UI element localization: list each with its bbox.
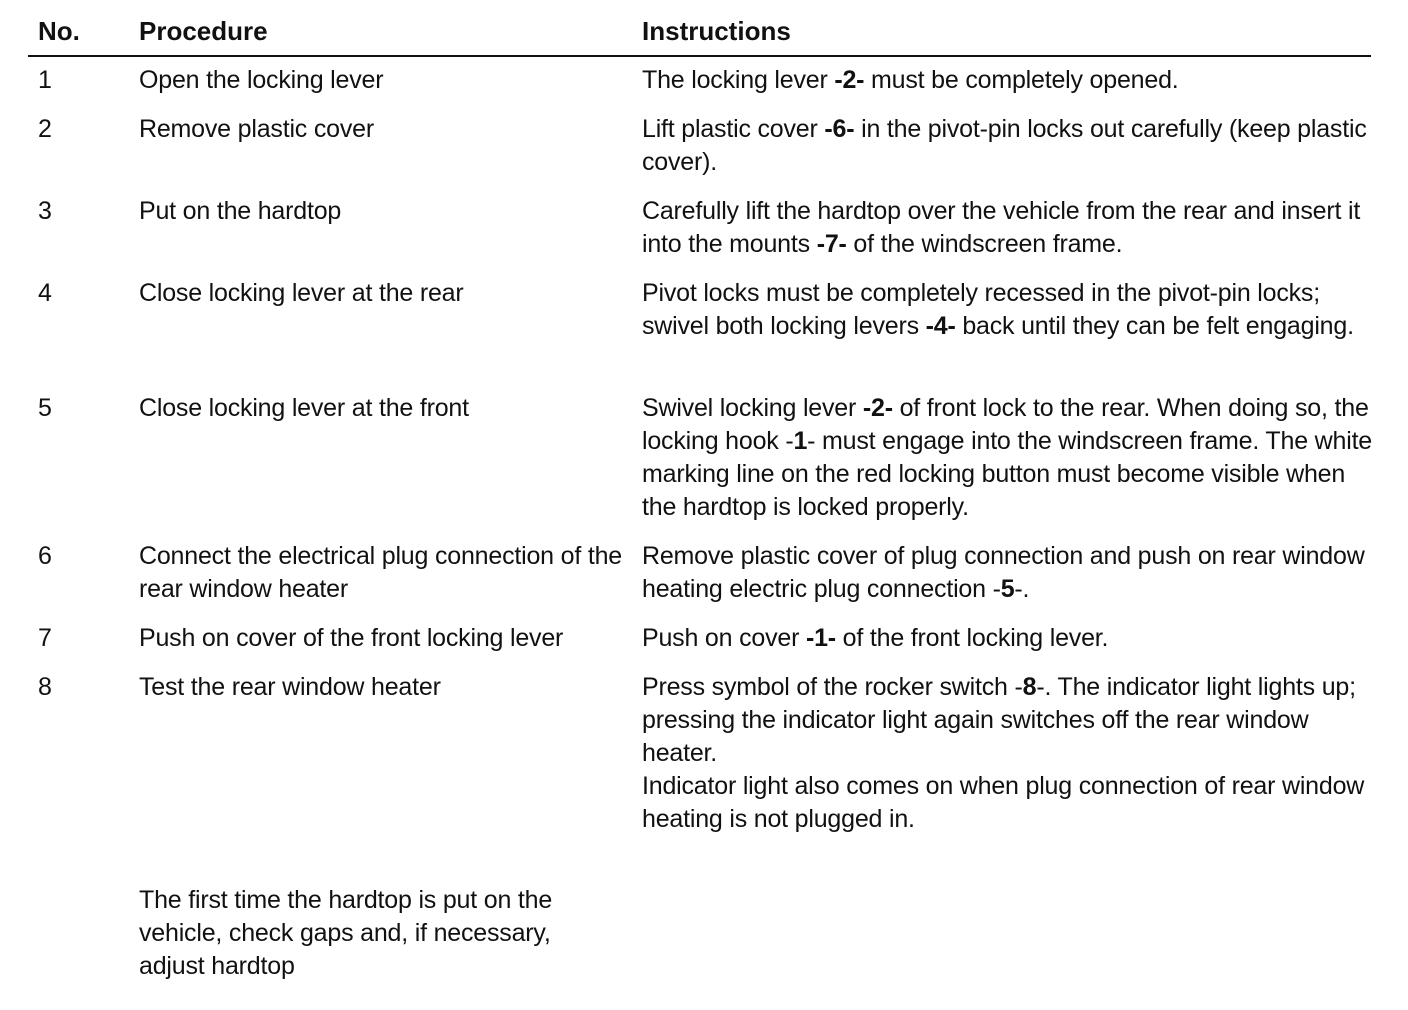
instruction-text: Lift plastic cover (642, 115, 825, 143)
header-procedure: Procedure (139, 16, 268, 46)
row-number: 2 (38, 115, 52, 143)
item-reference: 1 (793, 427, 808, 455)
header-no: No. (38, 16, 80, 46)
row-procedure: Close locking lever at the front (139, 394, 469, 422)
instruction-text: must be completely opened. (864, 66, 1179, 94)
row-instructions (642, 277, 1372, 343)
row-number: 3 (38, 197, 52, 225)
instruction-text: -. The indicator light lights up; pressing the indicator light again switches off the rear window heater. (642, 673, 1356, 767)
item-reference: -4- (925, 312, 956, 340)
row-number: 4 (38, 279, 52, 307)
instruction-text: Indicator light also comes on when plug connection of rear window heating is not plugged in. (642, 772, 1365, 833)
instruction-text: Press symbol of the rocker switch - (642, 673, 1023, 701)
row-procedure: Put on the hardtop (139, 197, 342, 225)
item-reference: 5 (1000, 575, 1015, 603)
item-reference: -6- (824, 115, 855, 143)
instruction-text: back until they can be felt engaging. (955, 312, 1354, 340)
row-instructions (642, 622, 1372, 655)
row-procedure: Remove plastic cover (139, 115, 374, 143)
instruction-text: The locking lever (642, 66, 835, 94)
instruction-text: Swivel locking lever (642, 394, 863, 422)
item-reference: -7- (816, 230, 847, 258)
row-procedure: Connect the electrical plug connection of the rear window heater (139, 542, 622, 603)
row-number: 5 (38, 394, 52, 422)
item-reference: -1- (805, 624, 836, 652)
instruction-text: Carefully lift the hardtop over the vehicle from the rear and insert it into the mounts (642, 197, 1361, 258)
instruction-text: in the pivot-pin locks out carefully (keep plastic cover). (642, 115, 1367, 176)
instruction-text: Pivot locks must be completely recessed in the pivot-pin locks; swivel both locking levers (642, 279, 1320, 340)
row-procedure: Close locking lever at the rear (139, 279, 464, 307)
item-reference: -2- (862, 394, 893, 422)
row-procedure: Push on cover of the front locking lever (139, 624, 564, 652)
instruction-text: Remove plastic cover of plug connection and push on rear window heating electric plug connection - (642, 542, 1365, 603)
hardtop-gap-note: The first time the hardtop is put on the vehicle, check gaps and, if necessary, adjust hardtop (139, 886, 553, 980)
row-number: 8 (38, 673, 52, 701)
instruction-text: -. (1014, 575, 1030, 603)
instruction-text: of the windscreen frame. (846, 230, 1123, 258)
instruction-text: of the front locking lever. (835, 624, 1109, 652)
row-instructions (642, 671, 1372, 836)
row-number: 7 (38, 624, 52, 652)
instruction-text: Push on cover (642, 624, 806, 652)
row-number: 6 (38, 542, 52, 570)
header-instructions: Instructions (642, 16, 791, 46)
row-instructions (642, 540, 1372, 606)
row-instructions (642, 195, 1372, 261)
item-reference: 8 (1022, 673, 1037, 701)
instruction-text: of front lock to the rear. When doing so, the locking hook - (642, 394, 1369, 455)
row-number: 1 (38, 66, 52, 94)
row-procedure: Open the locking lever (139, 66, 384, 94)
row-instructions (642, 64, 1372, 97)
instruction-text: - must engage into the windscreen frame. The white marking line on the red locking button must become visible when the hardtop is locked properly. (642, 427, 1373, 521)
row-instructions (642, 113, 1372, 179)
row-procedure: Test the rear window heater (139, 673, 441, 701)
header-divider (28, 55, 1371, 57)
item-reference: -2- (834, 66, 865, 94)
row-instructions (642, 392, 1372, 524)
